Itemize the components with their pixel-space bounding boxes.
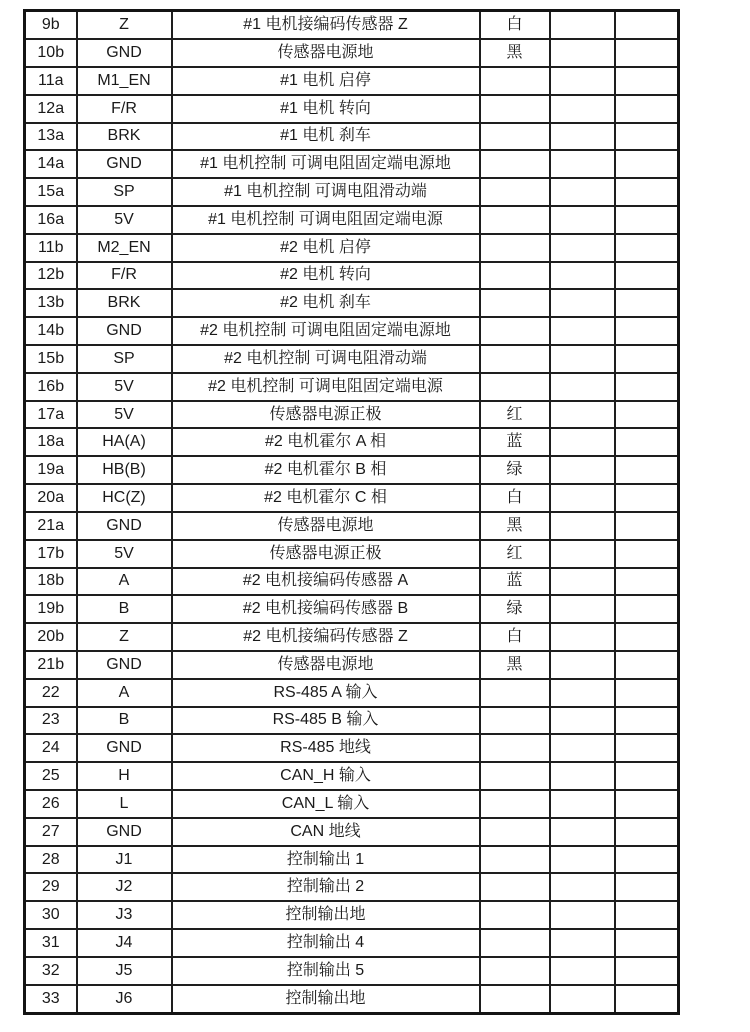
empty-cell-1 xyxy=(550,623,615,651)
signal-name-cell: J1 xyxy=(77,846,172,874)
wire-color-cell: 红 xyxy=(480,401,550,429)
empty-cell-1 xyxy=(550,929,615,957)
pin-number-cell: 15b xyxy=(25,345,77,373)
empty-cell-2 xyxy=(615,401,679,429)
empty-cell-2 xyxy=(615,929,679,957)
wire-color-cell xyxy=(480,762,550,790)
wire-color-cell xyxy=(480,373,550,401)
signal-name-cell: J6 xyxy=(77,985,172,1014)
signal-name-cell: GND xyxy=(77,512,172,540)
pin-number-cell: 16b xyxy=(25,373,77,401)
empty-cell-1 xyxy=(550,345,615,373)
empty-cell-2 xyxy=(615,985,679,1014)
description-cell: #2 电机接编码传感器 B xyxy=(172,595,480,623)
empty-cell-1 xyxy=(550,512,615,540)
wire-color-cell: 黑 xyxy=(480,651,550,679)
table-row xyxy=(25,985,679,1014)
description-cell: 控制输出 2 xyxy=(172,873,480,901)
table-row xyxy=(25,456,679,484)
empty-cell-2 xyxy=(615,67,679,95)
table-row xyxy=(25,317,679,345)
signal-name-cell: 5V xyxy=(77,373,172,401)
description-cell: #2 电机霍尔 C 相 xyxy=(172,484,480,512)
empty-cell-2 xyxy=(615,623,679,651)
signal-name-cell: 5V xyxy=(77,206,172,234)
pin-number-cell: 22 xyxy=(25,679,77,707)
empty-cell-2 xyxy=(615,790,679,818)
description-cell: 传感器电源地 xyxy=(172,512,480,540)
signal-name-cell: GND xyxy=(77,734,172,762)
signal-name-cell: GND xyxy=(77,317,172,345)
description-cell: #2 电机 转向 xyxy=(172,262,480,290)
pin-number-cell: 11a xyxy=(25,67,77,95)
empty-cell-1 xyxy=(550,67,615,95)
table-row xyxy=(25,568,679,596)
empty-cell-1 xyxy=(550,317,615,345)
wire-color-cell: 红 xyxy=(480,540,550,568)
table-row xyxy=(25,484,679,512)
empty-cell-2 xyxy=(615,846,679,874)
description-cell: #2 电机控制 可调电阻滑动端 xyxy=(172,345,480,373)
empty-cell-2 xyxy=(615,901,679,929)
pin-number-cell: 12a xyxy=(25,95,77,123)
wire-color-cell xyxy=(480,873,550,901)
table-row xyxy=(25,428,679,456)
empty-cell-2 xyxy=(615,456,679,484)
signal-name-cell: J2 xyxy=(77,873,172,901)
empty-cell-1 xyxy=(550,957,615,985)
wire-color-cell xyxy=(480,818,550,846)
description-cell: #2 电机控制 可调电阻固定端电源 xyxy=(172,373,480,401)
description-cell: CAN 地线 xyxy=(172,818,480,846)
empty-cell-2 xyxy=(615,95,679,123)
description-cell: RS-485 A 输入 xyxy=(172,679,480,707)
empty-cell-2 xyxy=(615,206,679,234)
table-row xyxy=(25,373,679,401)
empty-cell-1 xyxy=(550,734,615,762)
empty-cell-2 xyxy=(615,818,679,846)
table-row xyxy=(25,234,679,262)
table-row xyxy=(25,123,679,151)
description-cell: 控制输出 4 xyxy=(172,929,480,957)
table-row xyxy=(25,540,679,568)
table-row xyxy=(25,762,679,790)
empty-cell-1 xyxy=(550,651,615,679)
description-cell: #2 电机接编码传感器 Z xyxy=(172,623,480,651)
wire-color-cell: 蓝 xyxy=(480,568,550,596)
wire-color-cell xyxy=(480,67,550,95)
empty-cell-1 xyxy=(550,540,615,568)
wire-color-cell: 绿 xyxy=(480,456,550,484)
empty-cell-1 xyxy=(550,39,615,67)
signal-name-cell: J4 xyxy=(77,929,172,957)
pin-number-cell: 28 xyxy=(25,846,77,874)
signal-name-cell: HA(A) xyxy=(77,428,172,456)
table-row xyxy=(25,734,679,762)
description-cell: 控制输出 5 xyxy=(172,957,480,985)
table-row xyxy=(25,11,679,40)
pin-number-cell: 18b xyxy=(25,568,77,596)
pin-number-cell: 17a xyxy=(25,401,77,429)
pin-number-cell: 9b xyxy=(25,11,77,40)
empty-cell-1 xyxy=(550,401,615,429)
description-cell: #2 电机 刹车 xyxy=(172,289,480,317)
empty-cell-1 xyxy=(550,234,615,262)
table-row xyxy=(25,289,679,317)
pin-number-cell: 21b xyxy=(25,651,77,679)
empty-cell-1 xyxy=(550,568,615,596)
empty-cell-1 xyxy=(550,846,615,874)
table-row xyxy=(25,873,679,901)
description-cell: #1 电机 刹车 xyxy=(172,123,480,151)
table-row xyxy=(25,623,679,651)
table-row xyxy=(25,818,679,846)
empty-cell-1 xyxy=(550,95,615,123)
wire-color-cell xyxy=(480,123,550,151)
pin-number-cell: 11b xyxy=(25,234,77,262)
signal-name-cell: GND xyxy=(77,818,172,846)
signal-name-cell: 5V xyxy=(77,540,172,568)
description-cell: 传感器电源地 xyxy=(172,651,480,679)
pin-number-cell: 12b xyxy=(25,262,77,290)
pin-number-cell: 17b xyxy=(25,540,77,568)
signal-name-cell: Z xyxy=(77,623,172,651)
description-cell: #2 电机霍尔 A 相 xyxy=(172,428,480,456)
empty-cell-2 xyxy=(615,150,679,178)
empty-cell-2 xyxy=(615,707,679,735)
pin-number-cell: 33 xyxy=(25,985,77,1014)
wire-color-cell xyxy=(480,178,550,206)
signal-name-cell: F/R xyxy=(77,95,172,123)
signal-name-cell: HB(B) xyxy=(77,456,172,484)
signal-name-cell: 5V xyxy=(77,401,172,429)
table-row xyxy=(25,512,679,540)
wire-color-cell xyxy=(480,234,550,262)
empty-cell-1 xyxy=(550,762,615,790)
empty-cell-1 xyxy=(550,206,615,234)
table-row xyxy=(25,206,679,234)
description-cell: 控制输出 1 xyxy=(172,846,480,874)
signal-name-cell: F/R xyxy=(77,262,172,290)
pin-number-cell: 15a xyxy=(25,178,77,206)
signal-name-cell: GND xyxy=(77,150,172,178)
table-row xyxy=(25,67,679,95)
description-cell: #1 电机 转向 xyxy=(172,95,480,123)
empty-cell-2 xyxy=(615,234,679,262)
signal-name-cell: B xyxy=(77,595,172,623)
description-cell: 传感器电源正极 xyxy=(172,401,480,429)
wire-color-cell: 黑 xyxy=(480,512,550,540)
table-row xyxy=(25,901,679,929)
pin-number-cell: 14b xyxy=(25,317,77,345)
empty-cell-2 xyxy=(615,428,679,456)
pin-number-cell: 30 xyxy=(25,901,77,929)
empty-cell-2 xyxy=(615,957,679,985)
empty-cell-1 xyxy=(550,818,615,846)
empty-cell-1 xyxy=(550,178,615,206)
table-row xyxy=(25,401,679,429)
pin-number-cell: 19a xyxy=(25,456,77,484)
empty-cell-1 xyxy=(550,595,615,623)
pin-table-body xyxy=(25,11,679,1014)
table-row xyxy=(25,679,679,707)
description-cell: #1 电机控制 可调电阻固定端电源 xyxy=(172,206,480,234)
empty-cell-2 xyxy=(615,679,679,707)
wire-color-cell: 白 xyxy=(480,484,550,512)
wire-color-cell xyxy=(480,957,550,985)
empty-cell-2 xyxy=(615,178,679,206)
empty-cell-2 xyxy=(615,317,679,345)
empty-cell-1 xyxy=(550,484,615,512)
table-row xyxy=(25,150,679,178)
empty-cell-2 xyxy=(615,568,679,596)
empty-cell-1 xyxy=(550,123,615,151)
empty-cell-2 xyxy=(615,651,679,679)
empty-cell-2 xyxy=(615,484,679,512)
empty-cell-1 xyxy=(550,428,615,456)
pin-number-cell: 13a xyxy=(25,123,77,151)
pin-number-cell: 18a xyxy=(25,428,77,456)
description-cell: 控制输出地 xyxy=(172,985,480,1014)
empty-cell-2 xyxy=(615,762,679,790)
signal-name-cell: J3 xyxy=(77,901,172,929)
wire-color-cell xyxy=(480,289,550,317)
description-cell: #1 电机接编码传感器 Z xyxy=(172,11,480,40)
empty-cell-1 xyxy=(550,707,615,735)
wire-color-cell xyxy=(480,262,550,290)
wire-color-cell xyxy=(480,95,550,123)
signal-name-cell: SP xyxy=(77,178,172,206)
pin-number-cell: 16a xyxy=(25,206,77,234)
empty-cell-1 xyxy=(550,985,615,1014)
table-row xyxy=(25,345,679,373)
empty-cell-2 xyxy=(615,540,679,568)
wire-color-cell xyxy=(480,707,550,735)
empty-cell-2 xyxy=(615,39,679,67)
signal-name-cell: B xyxy=(77,707,172,735)
description-cell: RS-485 B 输入 xyxy=(172,707,480,735)
signal-name-cell: Z xyxy=(77,11,172,40)
empty-cell-2 xyxy=(615,595,679,623)
signal-name-cell: BRK xyxy=(77,123,172,151)
table-row xyxy=(25,95,679,123)
signal-name-cell: GND xyxy=(77,39,172,67)
signal-name-cell: M2_EN xyxy=(77,234,172,262)
pin-number-cell: 24 xyxy=(25,734,77,762)
description-cell: CAN_H 输入 xyxy=(172,762,480,790)
empty-cell-2 xyxy=(615,123,679,151)
empty-cell-2 xyxy=(615,262,679,290)
pin-number-cell: 19b xyxy=(25,595,77,623)
empty-cell-2 xyxy=(615,873,679,901)
wire-color-cell xyxy=(480,206,550,234)
signal-name-cell: M1_EN xyxy=(77,67,172,95)
pin-number-cell: 23 xyxy=(25,707,77,735)
pin-number-cell: 31 xyxy=(25,929,77,957)
signal-name-cell: HC(Z) xyxy=(77,484,172,512)
description-cell: #1 电机 启停 xyxy=(172,67,480,95)
description-cell: #1 电机控制 可调电阻固定端电源地 xyxy=(172,150,480,178)
pin-number-cell: 21a xyxy=(25,512,77,540)
wire-color-cell xyxy=(480,679,550,707)
empty-cell-1 xyxy=(550,262,615,290)
wire-color-cell: 蓝 xyxy=(480,428,550,456)
empty-cell-1 xyxy=(550,373,615,401)
wire-color-cell xyxy=(480,985,550,1014)
empty-cell-1 xyxy=(550,11,615,40)
wire-color-cell xyxy=(480,734,550,762)
table-row xyxy=(25,846,679,874)
empty-cell-2 xyxy=(615,373,679,401)
empty-cell-1 xyxy=(550,790,615,818)
empty-cell-1 xyxy=(550,901,615,929)
wire-color-cell: 绿 xyxy=(480,595,550,623)
description-cell: #1 电机控制 可调电阻滑动端 xyxy=(172,178,480,206)
pin-number-cell: 20b xyxy=(25,623,77,651)
table-row xyxy=(25,651,679,679)
table-row xyxy=(25,39,679,67)
signal-name-cell: A xyxy=(77,568,172,596)
table-row xyxy=(25,262,679,290)
pin-number-cell: 26 xyxy=(25,790,77,818)
description-cell: #2 电机 启停 xyxy=(172,234,480,262)
pin-number-cell: 27 xyxy=(25,818,77,846)
signal-name-cell: BRK xyxy=(77,289,172,317)
empty-cell-2 xyxy=(615,345,679,373)
table-row xyxy=(25,595,679,623)
description-cell: 传感器电源地 xyxy=(172,39,480,67)
description-cell: #2 电机控制 可调电阻固定端电源地 xyxy=(172,317,480,345)
wire-color-cell xyxy=(480,846,550,874)
wire-color-cell: 黑 xyxy=(480,39,550,67)
table-row xyxy=(25,929,679,957)
pin-number-cell: 14a xyxy=(25,150,77,178)
wire-color-cell xyxy=(480,150,550,178)
description-cell: RS-485 地线 xyxy=(172,734,480,762)
wire-color-cell xyxy=(480,317,550,345)
empty-cell-2 xyxy=(615,512,679,540)
wire-color-cell xyxy=(480,790,550,818)
empty-cell-1 xyxy=(550,456,615,484)
wire-color-cell xyxy=(480,901,550,929)
empty-cell-1 xyxy=(550,679,615,707)
description-cell: #2 电机霍尔 B 相 xyxy=(172,456,480,484)
table-row xyxy=(25,178,679,206)
wire-color-cell xyxy=(480,929,550,957)
table-row xyxy=(25,707,679,735)
description-cell: 控制输出地 xyxy=(172,901,480,929)
pin-definition-table xyxy=(23,9,680,1015)
signal-name-cell: GND xyxy=(77,651,172,679)
pin-number-cell: 25 xyxy=(25,762,77,790)
description-cell: CAN_L 输入 xyxy=(172,790,480,818)
signal-name-cell: L xyxy=(77,790,172,818)
table-row xyxy=(25,790,679,818)
wire-color-cell xyxy=(480,345,550,373)
wire-color-cell: 白 xyxy=(480,623,550,651)
pin-number-cell: 29 xyxy=(25,873,77,901)
empty-cell-2 xyxy=(615,11,679,40)
description-cell: 传感器电源正极 xyxy=(172,540,480,568)
empty-cell-1 xyxy=(550,873,615,901)
signal-name-cell: J5 xyxy=(77,957,172,985)
signal-name-cell: A xyxy=(77,679,172,707)
table-row xyxy=(25,957,679,985)
empty-cell-2 xyxy=(615,734,679,762)
description-cell: #2 电机接编码传感器 A xyxy=(172,568,480,596)
empty-cell-1 xyxy=(550,150,615,178)
pin-number-cell: 20a xyxy=(25,484,77,512)
pin-number-cell: 13b xyxy=(25,289,77,317)
signal-name-cell: SP xyxy=(77,345,172,373)
wire-color-cell: 白 xyxy=(480,11,550,40)
pin-number-cell: 32 xyxy=(25,957,77,985)
empty-cell-1 xyxy=(550,289,615,317)
empty-cell-2 xyxy=(615,289,679,317)
pin-number-cell: 10b xyxy=(25,39,77,67)
signal-name-cell: H xyxy=(77,762,172,790)
